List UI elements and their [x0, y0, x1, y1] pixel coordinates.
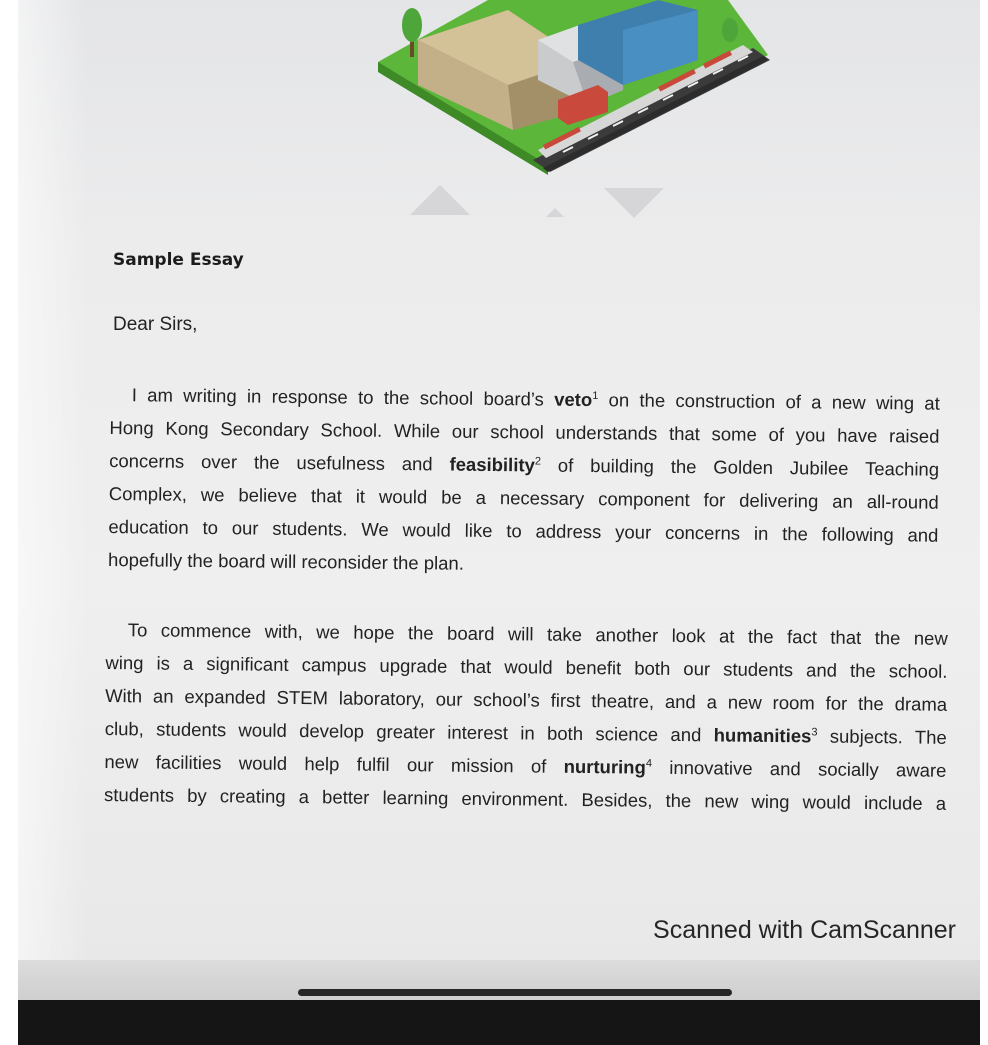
text-run: club, students would develop greater interest in both science and [104, 717, 714, 746]
text-run: I am writing in response to the school board’s [131, 384, 555, 410]
text-run: of building the Golden Jubilee Teaching [540, 454, 940, 480]
decorative-triangle-up [410, 185, 470, 215]
text-run: hopefully the board will reconsider the plan. [107, 548, 465, 574]
text-run: With an expanded STEM laboratory, our school’s first theatre, and a new room for the drama [105, 684, 948, 715]
home-indicator-bar[interactable] [298, 989, 732, 996]
bold-term: nurturing [563, 755, 646, 778]
scanned-page [18, 0, 980, 978]
text-run: concerns over the usefulness and [109, 449, 450, 475]
text-run: innovative and socially aware [651, 756, 947, 781]
bold-term: feasibility [449, 453, 535, 476]
text-run: wing is a significant campus upgrade that would benefit both our students and the school. [105, 651, 948, 682]
bold-term: humanities [713, 724, 812, 747]
essay-heading: Sample Essay [113, 250, 244, 270]
footnote-marker: 3 [811, 726, 818, 739]
footnote-marker: 1 [592, 390, 599, 403]
text-run: To commence with, we hope the board will take another look at the fact that the new [127, 619, 948, 649]
camscanner-watermark: Scanned with CamScanner [653, 916, 956, 944]
paragraph-1 [108, 378, 940, 585]
text-run: subjects. The [817, 725, 947, 748]
decorative-triangle-down [604, 188, 664, 218]
footnote-marker: 4 [645, 757, 653, 770]
text-run: education to our students. We would like to address your concerns in the following and [108, 515, 939, 546]
bold-term: veto [554, 388, 593, 411]
salutation: Dear Sirs, [113, 314, 198, 335]
text-run: Hong Kong Secondary School. While our school understands that some of you have raised [109, 416, 940, 447]
school-building-illustration [358, 0, 778, 185]
text-run: Complex, we believe that it would be a necessary component for delivering an all-round [108, 482, 939, 513]
text-run: students by creating a better learning environment. Besides, the new wing would include a [103, 783, 947, 814]
decorative-triangle-small [546, 208, 564, 217]
text-run: on the construction of a new wing at [598, 389, 940, 414]
text-run: new facilities would help fulfil our mission of [104, 750, 564, 777]
paragraph-2 [104, 613, 948, 820]
footnote-marker: 2 [534, 455, 542, 468]
